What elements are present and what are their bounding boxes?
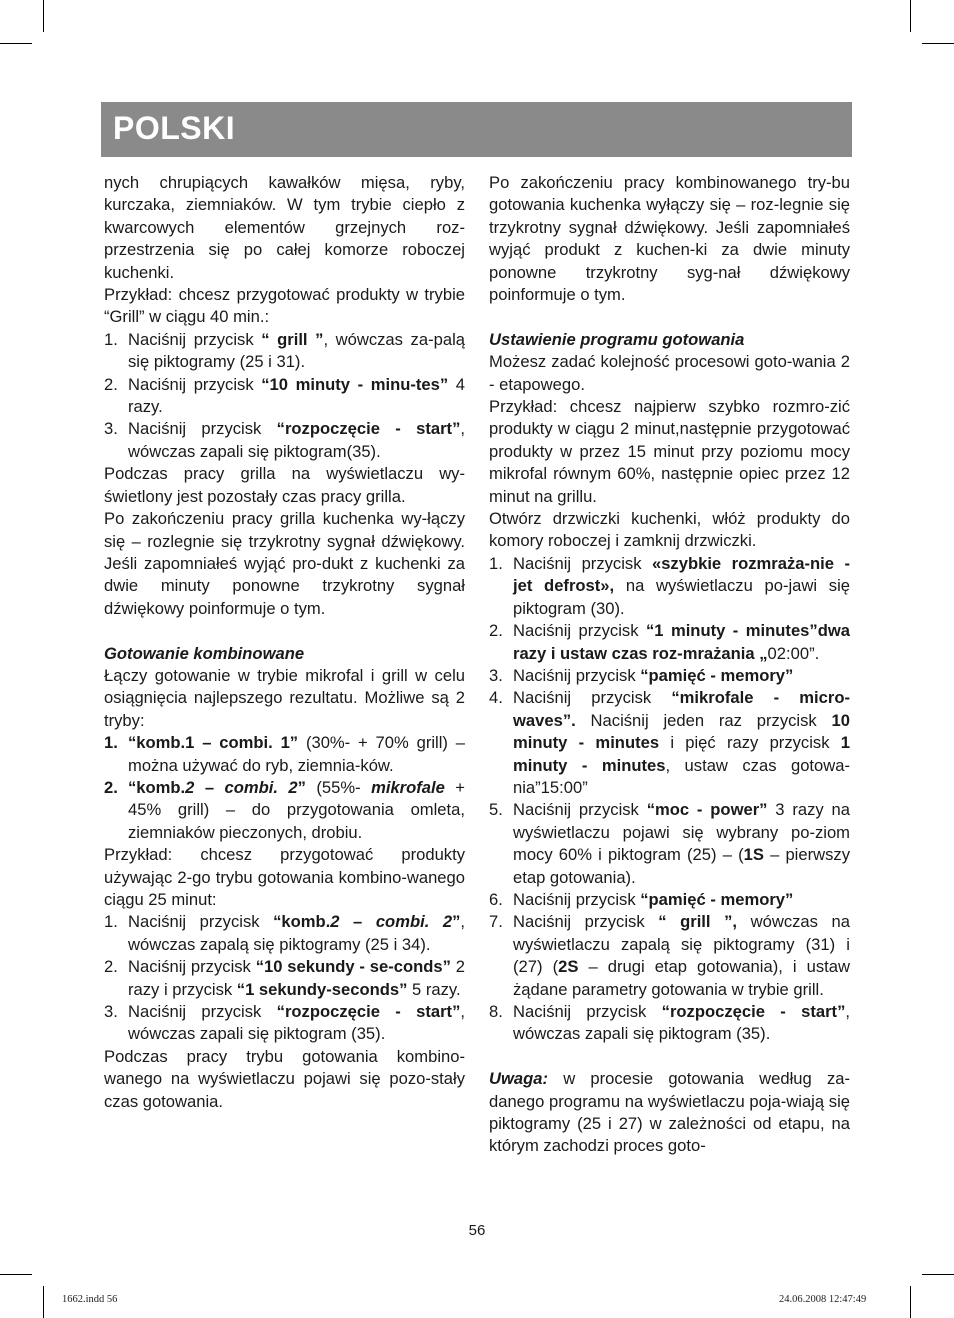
text-run: Naciśnij przycisk (513, 688, 672, 708)
text-run: , wówczas zapali się piktogram (35). (128, 1002, 465, 1044)
text-run: 02:00”. (767, 643, 820, 663)
text-run: “mikrofale - micro-waves”. (513, 688, 850, 730)
text-run: “10 sekundy - se-conds” (255, 957, 451, 977)
date-slug: 24.06.2008 12:47:49 (779, 1294, 867, 1305)
text-run: “moc - power” (646, 800, 768, 820)
file-slug: 1662.indd 56 (62, 1294, 118, 1305)
text-run: Naciśnij przycisk (513, 665, 641, 685)
crop-mark (922, 1274, 954, 1275)
text-run: Przykład: chcesz przygotować produkty używając 2-go trybu gotowania kombino-wanego ciągu 25 minut: (104, 845, 465, 909)
list-number: 1. (104, 912, 118, 932)
list-number: 2. (104, 777, 118, 797)
text-run: “1 sekundy-seconds” (236, 979, 408, 999)
text-run: Po zakończeniu pracy grilla kuchenka wy-łączy się – rozlegnie się trzykrotny sygnał dźwiękowy. Jeśli zapomniałeś wyjąć pro-dukt z kuchenki za dwie minuty ponowne trzykrotny sygnał dźwiękowy poinformuje o tym. (104, 509, 465, 618)
text-run: Naciśnij przycisk (513, 1002, 662, 1022)
text-run: , wówczas zapalą się piktogramy (25 i 34). (128, 912, 465, 954)
paragraph (104, 463, 465, 508)
text-run: Naciśnij przycisk (513, 800, 647, 820)
text-run: combi. 2 (224, 777, 298, 797)
text-run: (30%- + 70% grill) – można używać do ryb, ziemnia-ków. (128, 733, 465, 775)
text-run: 5 razy. (407, 979, 461, 999)
crop-mark (0, 1274, 32, 1275)
text-run: “ grill ” (261, 329, 324, 349)
text-run: , wówczas zapali się piktogram (35). (513, 1002, 850, 1044)
text-run: Naciśnij przycisk (128, 912, 274, 932)
text-run: Naciśnij przycisk (513, 912, 659, 932)
paragraph (104, 172, 465, 284)
section-heading (104, 643, 465, 665)
list-item (489, 620, 850, 665)
paragraph (104, 508, 465, 620)
text-run: mikrofale (371, 777, 445, 797)
crop-mark (43, 1286, 44, 1318)
paragraph (489, 1068, 850, 1158)
list-number: 4. (489, 688, 503, 708)
list-number: 2. (104, 957, 118, 977)
list-item (104, 732, 465, 777)
list-number: 1. (489, 553, 503, 573)
paragraph (489, 351, 850, 396)
list-number: 1. (104, 329, 118, 349)
text-run: , wówczas za-palą się piktogramy (25 i 31). (128, 329, 465, 372)
crop-mark (910, 0, 911, 32)
spacer (489, 306, 850, 328)
text-run: Gotowanie kombinowane (104, 643, 305, 663)
list-number: 2. (489, 621, 503, 641)
text-run: – (339, 912, 376, 932)
list-item (104, 1001, 465, 1046)
text-run: na wyświetlaczu po-jawi się piktogram (30). (513, 576, 850, 618)
text-run: , ustaw czas gotowa-nia”15:00” (513, 755, 850, 797)
text-run: ” (452, 912, 461, 932)
text-run: “komb.1 – combi. 1” (128, 733, 299, 753)
list-number: 3. (489, 665, 503, 685)
paragraph (104, 284, 465, 329)
text-run: “1 minuty - minutes”dwa razy i ustaw czas roz-mrażania „ (513, 621, 850, 663)
list-item (104, 777, 465, 844)
text-run: 4 razy. (128, 374, 465, 417)
list-item (489, 687, 850, 799)
text-run: Łączy gotowanie w trybie mikrofal i grill w celu osiągnięcia najlepszego rezultatu. Możliwe są 2 tryby: (104, 665, 465, 730)
text-run: Naciśnij przycisk (128, 957, 256, 977)
text-run: ” (297, 777, 306, 797)
list-item (104, 374, 465, 419)
crop-mark (43, 0, 44, 32)
list-number: 2. (104, 374, 118, 394)
text-run: “rozpoczęcie - start” (661, 1002, 846, 1022)
text-run: Naciśnij przycisk (513, 889, 641, 909)
text-run: – (194, 777, 225, 797)
text-run: 1 minuty - minutes (513, 733, 850, 775)
list-item (104, 329, 465, 374)
text-run: + 45% grill) – do przygotowania omleta, ziemniaków pieczonych, drobiu. (128, 777, 465, 842)
text-run: 2 (330, 912, 340, 932)
list-item (489, 911, 850, 1001)
list-item (489, 889, 850, 911)
list-item (489, 1001, 850, 1046)
list-number: 3. (104, 1002, 118, 1022)
page-title: POLSKI (113, 110, 236, 146)
right-column (489, 172, 850, 1158)
list-number: 8. (489, 1002, 503, 1022)
text-run: nych chrupiących kawałków mięsa, ryby, kurczaka, ziemniaków. W tym trybie ciepło z kwarcowych elementów grzejnych roz-przestrzenia się po całej komorze roboczej kuchenki. (104, 173, 465, 282)
text-run: Podczas pracy grilla na wyświetlaczu wy-świetlony jest pozostały czas pracy grilla. (104, 464, 465, 506)
paragraph (104, 1046, 465, 1113)
text-run: 10 minuty - minutes (513, 710, 850, 753)
spacer (104, 620, 465, 642)
paragraph (104, 844, 465, 911)
text-run: 1S (743, 845, 764, 865)
text-run: w procesie gotowania według za-danego programu na wyświetlaczu poja-wiają się piktogramy (25 i 27) w zależności od etapu, na którym zachodzi proces goto- (489, 1069, 850, 1156)
list-item (104, 956, 465, 1001)
list-item (104, 911, 465, 956)
paragraph (489, 508, 850, 553)
list-number: 6. (489, 889, 503, 909)
page-number: 56 (468, 1222, 486, 1239)
left-column (104, 172, 465, 1113)
text-run: Po zakończeniu pracy kombinowanego try-bu gotowania kuchenka wyłączy się – roz-legnie się trzykrotny sygnał dźwiękowy. Jeśli zapomniałeś wyjąć produkt z kuchen-ki za dwie minuty ponowne trzykrotny syg-nał dźwiękowy poinformuje o tym. (489, 173, 850, 305)
text-run: “pamięć - memory” (640, 665, 794, 685)
text-run: “10 minuty - minu-tes” (261, 374, 449, 394)
text-run: Ustawienie programu gotowania (489, 329, 745, 349)
text-run: Naciśnij przycisk (128, 419, 277, 439)
text-run: 2S (558, 957, 579, 977)
paragraph (489, 396, 850, 508)
text-run: 3 razy na wyświetlaczu pojawi się wybrany po-ziom mocy 60% i piktogram (25) – ( (513, 800, 850, 865)
paragraph (104, 665, 465, 732)
section-heading (489, 329, 850, 351)
text-run: – drugi etap gotowania), i ustaw żądane parametry gotowania w trybie grill. (513, 957, 850, 999)
spacer (489, 1046, 850, 1068)
paragraph (489, 172, 850, 306)
text-run: “komb. (273, 912, 331, 932)
text-run: 2 razy i przycisk (128, 957, 465, 999)
text-run: 2 (185, 777, 195, 797)
text-run: Naciśnij jeden raz przycisk (575, 710, 832, 730)
crop-mark (0, 43, 32, 44)
crop-mark (922, 43, 954, 44)
list-number: 3. (104, 419, 118, 439)
text-run: “komb. (128, 777, 186, 797)
text-run: wówczas na wyświetlaczu zapalą się piktogramy (31) i (27) ( (513, 912, 851, 977)
text-run: Naciśnij przycisk (513, 621, 646, 641)
text-run: “ grill ”, (658, 912, 738, 932)
text-run: “rozpoczęcie - start” (276, 1002, 461, 1022)
text-run: Przykład: chcesz przygotować produkty w trybie “Grill” w ciągu 40 min.: (104, 285, 465, 327)
list-number: 7. (489, 912, 503, 932)
text-run: i pięć razy przycisk (659, 733, 841, 753)
text-run: (55%- (305, 777, 372, 797)
list-item (104, 418, 465, 463)
text-run: Podczas pracy trybu gotowania kombino-wanego na wyświetlaczu pojawi się pozo-stały czas gotowania. (104, 1046, 465, 1111)
text-run: combi. 2 (375, 912, 453, 932)
text-run: «szybkie rozmraża-nie - jet defrost», (513, 553, 850, 596)
text-run: “pamięć - memory” (640, 889, 794, 909)
list-number: 5. (489, 800, 503, 820)
text-run: Naciśnij przycisk (128, 329, 262, 349)
list-item (489, 799, 850, 889)
language-banner (101, 102, 852, 157)
text-run: Możesz zadać kolejność procesowi goto-wania 2 - etapowego. (489, 352, 850, 394)
text-run: “rozpoczęcie - start” (276, 419, 461, 439)
text-run: – pierwszy etap gotowania). (513, 845, 850, 887)
text-run: Naciśnij przycisk (128, 374, 262, 394)
list-item (489, 665, 850, 687)
text-run: Przykład: chcesz najpierw szybko rozmro-zić produkty w ciągu 2 minut,następnie przygotować produkty w przez 15 minut przy poziomu mocy mikrofal równym 60%, następnie opiec przez 12 minut na grillu. (489, 397, 850, 506)
text-run: Otwórz drzwiczki kuchenki, włóż produkty do komory roboczej i zamknij drzwiczki. (489, 509, 850, 551)
list-number: 1. (104, 733, 118, 753)
crop-mark (910, 1286, 911, 1318)
text-run: Uwaga: (489, 1069, 549, 1089)
text-run: Naciśnij przycisk (128, 1002, 277, 1022)
text-run: Naciśnij przycisk (513, 553, 652, 573)
list-item (489, 553, 850, 620)
text-run: , wówczas zapali się piktogram(35). (128, 419, 465, 461)
